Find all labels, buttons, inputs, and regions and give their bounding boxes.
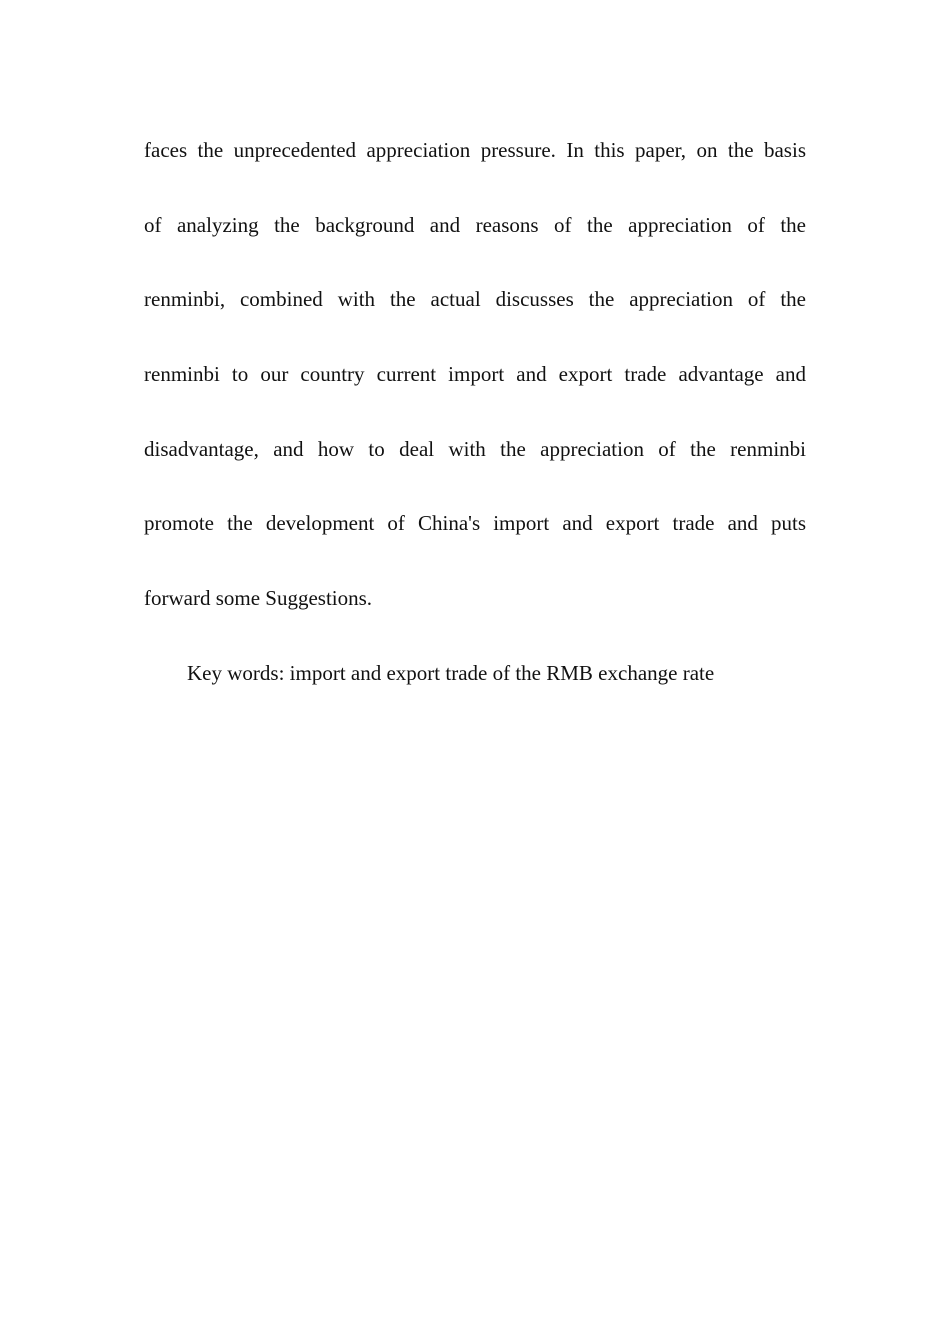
abstract-line: of analyzing the background and reasons of the appreciation of the [144, 212, 806, 237]
abstract-line: faces the unprecedented appreciation pressure. In this paper, on the basis [144, 138, 806, 162]
abstract-line: disadvantage, and how to deal with the appreciation of the renminbi [144, 436, 806, 461]
abstract-line: renminbi to our country current import and export trade advantage and [144, 362, 806, 387]
abstract-line: renminbi, combined with the actual discusses the appreciation of the [144, 287, 806, 312]
abstract-line: forward some Suggestions. [144, 586, 373, 611]
keywords-line: Key words: import and export trade of the RMB exchange rate [187, 661, 715, 685]
abstract-line: promote the development of China's import and export trade and puts [144, 511, 806, 536]
abstract-paragraph [144, 134, 806, 657]
